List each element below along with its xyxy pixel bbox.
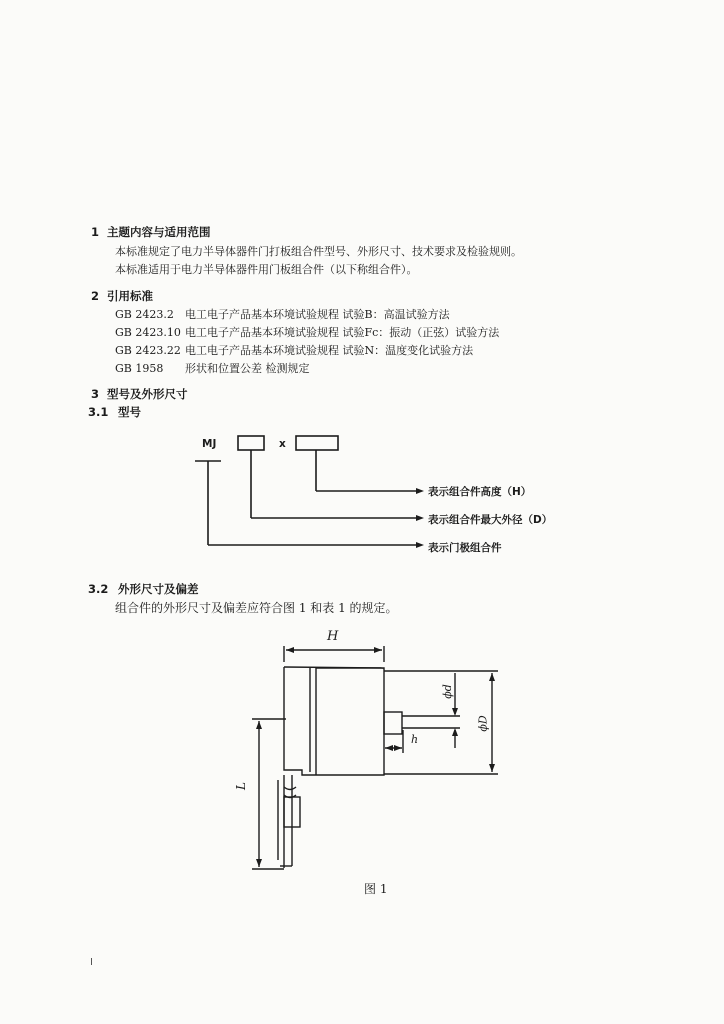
ref-code-2: GB 2423.10 [115, 326, 181, 339]
section-1-number: 1 [91, 225, 100, 239]
ref-code-4: GB 1958 [115, 362, 164, 375]
section-1-line-2: 本标准适用于电力半导体器件用门板组合件（以下称组合件）。 [115, 263, 418, 276]
scan-mark [91, 958, 92, 965]
section-3-number: 3 [91, 387, 100, 401]
section-3-2-number: 3.2 [88, 582, 109, 596]
section-1-line-1: 本标准规定了电力半导体器件门打板组合件型号、外形尺寸、技术要求及检验规则。 [115, 245, 522, 258]
dim-label-L: L [233, 782, 248, 790]
section-1-title: 主题内容与适用范围 [107, 225, 211, 239]
dim-label-phi-d: ϕd [440, 684, 454, 699]
label-height: 表示组合件高度（H） [428, 486, 532, 498]
section-3-title: 型号及外形尺寸 [107, 387, 188, 401]
model-separator: x [279, 438, 286, 450]
ref-code-1: GB 2423.2 [115, 308, 174, 321]
section-2-number: 2 [91, 289, 100, 303]
dim-label-h: h [411, 733, 419, 746]
section-3-2-title: 外形尺寸及偏差 [118, 582, 199, 596]
section-3-1-title: 型号 [118, 405, 141, 419]
ref-code-3: GB 2423.22 [115, 344, 181, 357]
section-2-title: 引用标准 [107, 289, 153, 303]
ref-title-2: 电工电子产品基本环境试验规程 试验Fc：振动（正弦）试验方法 [185, 326, 500, 339]
label-diameter: 表示组合件最大外径（D） [428, 514, 553, 526]
ref-title-1: 电工电子产品基本环境试验规程 试验B：高温试验方法 [185, 308, 450, 321]
model-prefix: MJ [202, 438, 217, 450]
ref-title-4: 形状和位置公差 检测规定 [185, 362, 310, 375]
figure-caption: 图 1 [364, 882, 388, 896]
section-3-1-number: 3.1 [88, 405, 109, 419]
ref-title-3: 电工电子产品基本环境试验规程 试验N：温度变化试验方法 [185, 344, 474, 357]
section-3-2-body: 组合件的外形尺寸及偏差应符合图 1 和表 1 的规定。 [115, 601, 398, 615]
dim-label-phi-D: ϕD [476, 715, 490, 732]
dim-label-H: H [327, 629, 339, 644]
label-type: 表示门极组合件 [428, 542, 502, 554]
